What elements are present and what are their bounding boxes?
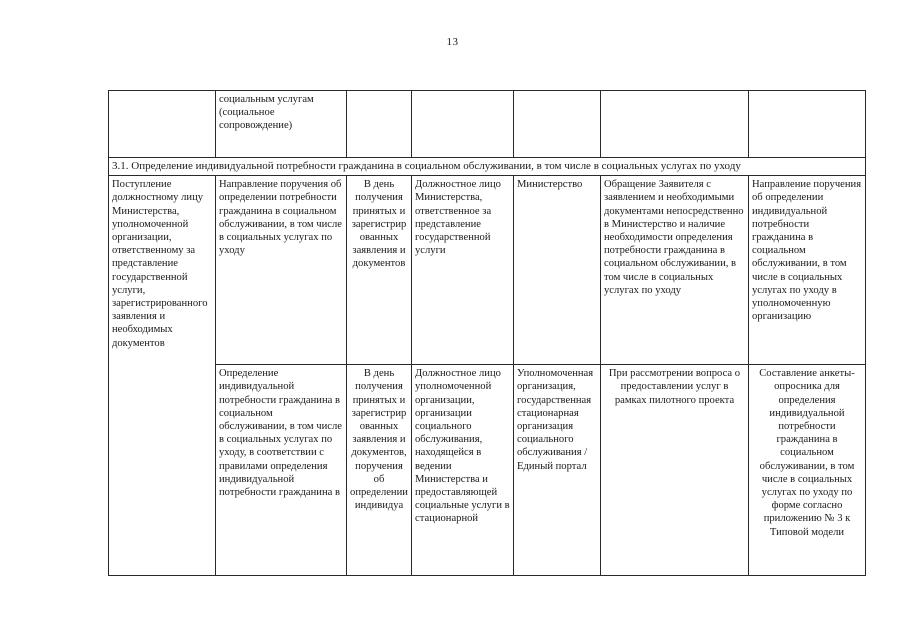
section-title: 3.1. Определение индивидуальной потребности гражданина в социальном обслуживании, в том числе в социальных услугах по уходу <box>109 158 866 176</box>
table-row <box>109 176 866 365</box>
cell-trigger <box>109 176 216 576</box>
cell-empty <box>749 91 866 158</box>
page-number: 13 <box>446 36 459 48</box>
cell-result <box>749 176 866 365</box>
cell-text: Уполномоченная организация, государственная стационарная организация социального обслуживания / Единый портал <box>517 368 594 472</box>
cell-empty <box>514 91 601 158</box>
cell-empty <box>601 91 749 158</box>
cell-trigger-empty <box>109 91 216 158</box>
table-row-continuation <box>109 91 866 158</box>
cell-text: Должностное лицо Министерства, ответственное за представление государственной услуги <box>415 179 501 257</box>
cell-text: социальным услугам (социальное сопровождение) <box>219 94 314 132</box>
cell-text: Министерство <box>517 179 583 191</box>
cell-result <box>749 365 866 576</box>
table-row-section <box>109 158 866 176</box>
cell-place <box>514 176 601 365</box>
cell-text: Должностное лицо уполномоченной организации, организации социального обслуживания, находящейся в ведении Министерства и предоставляющей социальные услуги в стационарной <box>415 368 510 525</box>
table-row <box>109 365 866 576</box>
cell-place <box>514 365 601 576</box>
cell-text: Определение индивидуальной потребности гражданина в социальном обслуживании, в том числе в социальных услугах по уходу, в соответствии с правилами определения индивидуальной потребности гражданина в <box>219 368 342 499</box>
cell-deadline <box>347 365 412 576</box>
cell-empty <box>412 91 514 158</box>
cell-text: В день получения принятых и зарегистрированных заявления и документов <box>351 179 407 270</box>
cell-text: В день получения принятых и зарегистрированных заявления и документов, поручения об определении индивидуа <box>350 368 408 512</box>
cell-criteria <box>601 176 749 365</box>
administrative-procedure-table <box>108 90 866 576</box>
cell-text: Поступление должностному лицу Министерства, уполномоченной организации, ответственному за представление государственной услуги, зарегистрированного заявления и необходимых документов <box>112 179 208 349</box>
cell-action <box>216 176 347 365</box>
cell-empty <box>347 91 412 158</box>
cell-responsible <box>412 176 514 365</box>
cell-action <box>216 365 347 576</box>
cell-text: Составление анкеты-опросника для определения индивидуальной потребности гражданина в социальном обслуживании, в том числе в социальных услугах по уходу по форме согласно приложению № 3 к Типовой модели <box>759 368 855 538</box>
cell-criteria <box>601 365 749 576</box>
cell-responsible <box>412 365 514 576</box>
cell-text: Обращение Заявителя с заявлением и необходимыми документами непосредственно в Министерство и наличие необходимости определения потребности гражданина в социальном обслуживании, в том числе в социальных услугах по уходу <box>604 179 744 296</box>
cell-text: Направление поручения об определении индивидуальной потребности гражданина в социальном обслуживании, в том числе в социальных услугах по уходу в уполномоченную организацию <box>752 179 862 323</box>
cell-action-continuation <box>216 91 347 158</box>
cell-text: При рассмотрении вопроса о предоставлении услуг в рамках пилотного проекта <box>608 368 741 406</box>
cell-text: Направление поручения об определении потребности гражданина в социальном обслуживании, в том числе в социальных услугах по уходу <box>219 179 342 257</box>
cell-deadline <box>347 176 412 365</box>
